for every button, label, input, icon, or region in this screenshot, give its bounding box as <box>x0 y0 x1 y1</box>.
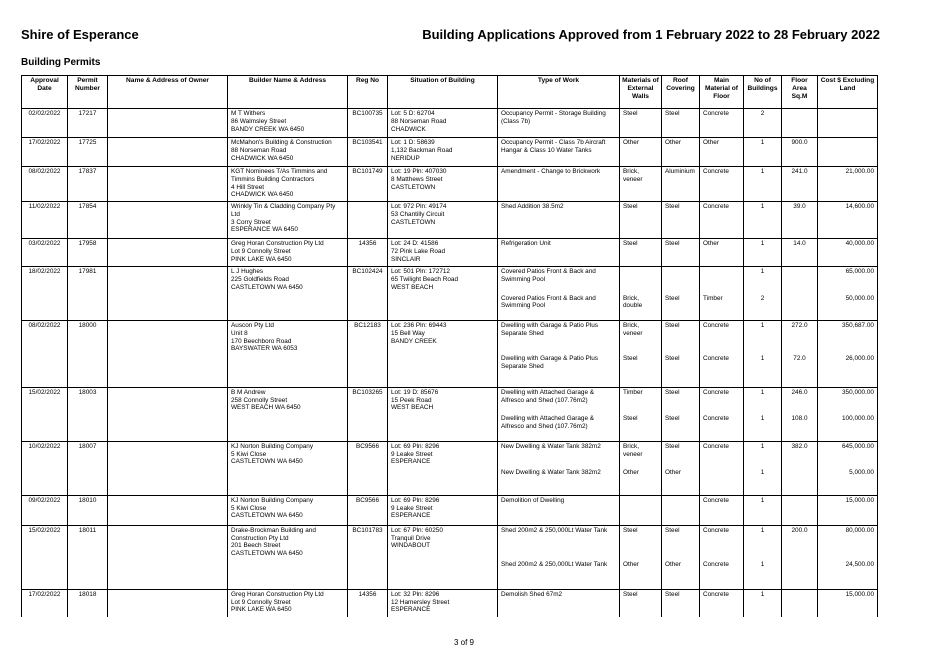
cell-cost <box>818 109 878 138</box>
cell-area: 72.0 <box>782 354 818 387</box>
cell-nb: 1 <box>744 441 782 468</box>
cell-cost: 350,000.00 <box>818 387 878 414</box>
cell-roof: Steel <box>662 294 700 321</box>
cell-nb: 1 <box>744 239 782 267</box>
cell-builder: M T Withers 86 Walmsley Street BANDY CREEK WA 6450 <box>228 109 348 138</box>
cell-reg: BC12183 <box>348 321 388 355</box>
cell-roof: Steel <box>662 239 700 267</box>
cell-area <box>782 109 818 138</box>
cell-date <box>22 414 68 441</box>
cell-nb: 1 <box>744 167 782 202</box>
cell-date <box>22 354 68 387</box>
cell-floor: Concrete <box>700 414 744 441</box>
cell-situation: Lot: 972 Pln: 49174 53 Chantilly Circuit CASTLETOWN <box>388 202 498 239</box>
cell-situation <box>388 468 498 495</box>
cell-roof: Other <box>662 560 700 589</box>
cell-work: Occupancy Permit - Storage Building (Class 7b) <box>498 109 620 138</box>
cell-cost: 26,000.00 <box>818 354 878 387</box>
column-header: Cost $ Excluding Land <box>818 76 878 109</box>
cell-permit: 17854 <box>68 202 108 239</box>
cell-owner <box>108 239 228 267</box>
cell-area: 241.0 <box>782 167 818 202</box>
cell-permit: 17725 <box>68 138 108 167</box>
table-row <box>22 267 878 294</box>
cell-owner <box>108 525 228 560</box>
cell-owner <box>108 294 228 321</box>
cell-owner <box>108 560 228 589</box>
cell-cost: 21,000.00 <box>818 167 878 202</box>
cell-builder: KJ Norton Building Company 5 Kiwi Close CASTLETOWN WA 6450 <box>228 495 348 525</box>
column-header: Reg No <box>348 76 388 109</box>
cell-nb: 1 <box>744 525 782 560</box>
cell-permit: 18007 <box>68 441 108 468</box>
cell-cost: 350,687.00 <box>818 321 878 355</box>
cell-walls: Brick, double <box>620 294 662 321</box>
cell-work: Dwelling with Garage & Patio Plus Separate Shed <box>498 354 620 387</box>
table-row <box>22 414 878 441</box>
cell-nb: 1 <box>744 414 782 441</box>
cell-situation: Lot: 501 Pln: 172712 65 Twilight Beach Road WEST BEACH <box>388 267 498 294</box>
cell-owner <box>108 354 228 387</box>
cell-work: New Dwelling & Water Tank 382m2 <box>498 441 620 468</box>
cell-permit: 17837 <box>68 167 108 202</box>
cell-builder: KJ Norton Building Company 5 Kiwi Close CASTLETOWN WA 6450 <box>228 441 348 468</box>
cell-walls: Steel <box>620 109 662 138</box>
cell-area: 14.0 <box>782 239 818 267</box>
cell-nb: 1 <box>744 354 782 387</box>
cell-reg: BC102424 <box>348 267 388 294</box>
cell-owner <box>108 167 228 202</box>
cell-floor <box>700 468 744 495</box>
cell-reg: BC9566 <box>348 495 388 525</box>
cell-floor: Concrete <box>700 109 744 138</box>
cell-situation: Lot: 69 Pln: 8296 9 Leake Street ESPERANCE <box>388 441 498 468</box>
cell-owner <box>108 109 228 138</box>
cell-area <box>782 589 818 617</box>
cell-date: 08/02/2022 <box>22 167 68 202</box>
column-header: Situation of Building <box>388 76 498 109</box>
cell-floor: Concrete <box>700 387 744 414</box>
cell-situation: Lot: 19 D: 85676 15 Peek Road WEST BEACH <box>388 387 498 414</box>
cell-floor: Concrete <box>700 560 744 589</box>
cell-reg <box>348 294 388 321</box>
table-header-row <box>22 76 878 109</box>
section-title: Building Permits <box>21 57 101 68</box>
cell-area <box>782 294 818 321</box>
cell-builder: Auscon Pty Ltd Unit 8 170 Beechboro Road BAYSWATER WA 6053 <box>228 321 348 355</box>
cell-owner <box>108 387 228 414</box>
cell-permit: 18000 <box>68 321 108 355</box>
table-row <box>22 167 878 202</box>
cell-owner <box>108 441 228 468</box>
column-header: Materials of External Walls <box>620 76 662 109</box>
cell-nb: 1 <box>744 560 782 589</box>
cell-builder <box>228 294 348 321</box>
cell-roof: Steel <box>662 414 700 441</box>
cell-floor: Concrete <box>700 525 744 560</box>
cell-reg: BC100735 <box>348 109 388 138</box>
cell-situation: Lot: 5 D: 62704 88 Norseman Road CHADWICK <box>388 109 498 138</box>
cell-roof: Other <box>662 138 700 167</box>
cell-builder: L J Hughes 225 Goldfields Road CASTLETOWN WA 6450 <box>228 267 348 294</box>
cell-work: Refrigeration Unit <box>498 239 620 267</box>
cell-date: 03/02/2022 <box>22 239 68 267</box>
cell-cost: 24,500.00 <box>818 560 878 589</box>
cell-reg <box>348 468 388 495</box>
cell-permit: 18011 <box>68 525 108 560</box>
column-header: Approval Date <box>22 76 68 109</box>
cell-walls: Steel <box>620 202 662 239</box>
cell-walls: Other <box>620 560 662 589</box>
cell-date <box>22 294 68 321</box>
cell-date: 18/02/2022 <box>22 267 68 294</box>
cell-owner <box>108 495 228 525</box>
table-row <box>22 560 878 589</box>
cell-cost: 15,000.00 <box>818 495 878 525</box>
cell-date: 08/02/2022 <box>22 321 68 355</box>
cell-nb: 1 <box>744 321 782 355</box>
cell-date: 02/02/2022 <box>22 109 68 138</box>
column-header: Builder Name & Address <box>228 76 348 109</box>
cell-builder: McMahon's Building & Construction 88 Norseman Road CHADWICK WA 6450 <box>228 138 348 167</box>
cell-walls: Brick, veneer <box>620 441 662 468</box>
cell-builder: KGT Nominees T/As Timmins and Timmins Building Contractors 4 Hill Street CHADWICK WA 6450 <box>228 167 348 202</box>
cell-nb: 1 <box>744 589 782 617</box>
cell-owner <box>108 589 228 617</box>
cell-floor: Other <box>700 239 744 267</box>
column-header: Floor Area Sq.M <box>782 76 818 109</box>
table-row <box>22 441 878 468</box>
cell-work: Demolish Shed 67m2 <box>498 589 620 617</box>
cell-floor: Concrete <box>700 202 744 239</box>
cell-cost: 100,000.00 <box>818 414 878 441</box>
cell-builder: Greg Horan Construction Pty Ltd Lot 9 Connolly Street PINK LAKE WA 6450 <box>228 589 348 617</box>
cell-situation: Lot: 24 D: 41586 72 Pink Lake Road SINCLAIR <box>388 239 498 267</box>
table-row <box>22 525 878 560</box>
cell-reg <box>348 560 388 589</box>
cell-walls <box>620 495 662 525</box>
cell-work: Occupancy Permit - Class 7b Aircraft Hangar & Class 10 Water Tanks <box>498 138 620 167</box>
cell-roof: Steel <box>662 441 700 468</box>
cell-reg <box>348 202 388 239</box>
cell-floor: Other <box>700 138 744 167</box>
cell-reg: BC103265 <box>348 387 388 414</box>
cell-walls: Brick, veneer <box>620 321 662 355</box>
cell-date: 10/02/2022 <box>22 441 68 468</box>
cell-cost: 40,000.00 <box>818 239 878 267</box>
cell-roof: Steel <box>662 109 700 138</box>
cell-roof <box>662 495 700 525</box>
cell-reg: BC101749 <box>348 167 388 202</box>
cell-floor <box>700 267 744 294</box>
cell-work: Dwelling with Garage & Patio Plus Separate Shed <box>498 321 620 355</box>
cell-cost: 65,000.00 <box>818 267 878 294</box>
cell-situation: Lot: 69 Pln: 8296 9 Leake Street ESPERANCE <box>388 495 498 525</box>
cell-date: 15/02/2022 <box>22 525 68 560</box>
cell-roof: Steel <box>662 387 700 414</box>
cell-situation: Lot: 32 Pln: 8296 12 Hamersley Street ESPERANCE <box>388 589 498 617</box>
cell-permit: 17958 <box>68 239 108 267</box>
cell-work: Covered Patios Front & Back and Swimming Pool <box>498 294 620 321</box>
cell-floor: Concrete <box>700 321 744 355</box>
report-title: Building Applications Approved from 1 February 2022 to 28 February 2022 <box>422 27 880 42</box>
table-row <box>22 109 878 138</box>
page-number: 3 of 9 <box>453 638 474 647</box>
cell-roof: Other <box>662 468 700 495</box>
permits-table <box>21 75 878 617</box>
cell-situation: Lot: 236 Pln: 69443 15 Bell Way BANDY CREEK <box>388 321 498 355</box>
cell-roof: Steel <box>662 321 700 355</box>
cell-area <box>782 495 818 525</box>
cell-cost: 50,000.00 <box>818 294 878 321</box>
cell-builder: Drake-Brockman Building and Construction Pty Ltd 201 Beech Street CASTLETOWN WA 6450 <box>228 525 348 560</box>
cell-permit: 18003 <box>68 387 108 414</box>
cell-walls: Steel <box>620 414 662 441</box>
table-row <box>22 138 878 167</box>
cell-situation: Lot: 1 D: 58639 1,132 Backman Road NERIDUP <box>388 138 498 167</box>
cell-permit <box>68 294 108 321</box>
cell-area: 108.0 <box>782 414 818 441</box>
cell-work: New Dwelling & Water Tank 382m2 <box>498 468 620 495</box>
cell-nb: 1 <box>744 202 782 239</box>
cell-reg: BC9566 <box>348 441 388 468</box>
cell-roof: Aluminium <box>662 167 700 202</box>
table-row <box>22 589 878 617</box>
cell-walls: Steel <box>620 589 662 617</box>
table-row <box>22 387 878 414</box>
cell-floor: Concrete <box>700 441 744 468</box>
cell-work: Shed Addition 38.5m2 <box>498 202 620 239</box>
cell-reg: 14356 <box>348 239 388 267</box>
cell-situation <box>388 560 498 589</box>
cell-area: 900.0 <box>782 138 818 167</box>
cell-permit <box>68 354 108 387</box>
cell-work: Amendment - Change to Brickwork <box>498 167 620 202</box>
column-header: Type of Work <box>498 76 620 109</box>
table-row <box>22 239 878 267</box>
cell-area: 272.0 <box>782 321 818 355</box>
org-name: Shire of Esperance <box>21 27 139 42</box>
cell-work: Dwelling with Attached Garage & Alfresco and Shed (107.76m2) <box>498 414 620 441</box>
cell-nb: 1 <box>744 495 782 525</box>
cell-area <box>782 560 818 589</box>
table-body <box>22 109 878 618</box>
table-row <box>22 468 878 495</box>
cell-reg: BC103541 <box>348 138 388 167</box>
cell-builder: Wrinkly Tin & Cladding Company Pty Ltd 3 Corry Street ESPERANCE WA 6450 <box>228 202 348 239</box>
cell-area: 39.0 <box>782 202 818 239</box>
cell-cost: 80,000.00 <box>818 525 878 560</box>
cell-floor: Concrete <box>700 495 744 525</box>
cell-permit: 17217 <box>68 109 108 138</box>
cell-permit: 18010 <box>68 495 108 525</box>
cell-walls: Other <box>620 468 662 495</box>
cell-floor: Concrete <box>700 167 744 202</box>
table-row <box>22 294 878 321</box>
table-row <box>22 321 878 355</box>
cell-permit: 18018 <box>68 589 108 617</box>
cell-roof: Steel <box>662 589 700 617</box>
cell-floor: Concrete <box>700 354 744 387</box>
table-row <box>22 495 878 525</box>
cell-area <box>782 267 818 294</box>
cell-builder <box>228 414 348 441</box>
cell-walls: Timber <box>620 387 662 414</box>
column-header: No of Buildings <box>744 76 782 109</box>
cell-reg: 14356 <box>348 589 388 617</box>
cell-work: Demolition of Dwelling <box>498 495 620 525</box>
cell-nb: 1 <box>744 267 782 294</box>
cell-permit <box>68 468 108 495</box>
cell-date: 11/02/2022 <box>22 202 68 239</box>
cell-situation <box>388 414 498 441</box>
cell-area <box>782 468 818 495</box>
cell-walls: Other <box>620 138 662 167</box>
cell-owner <box>108 267 228 294</box>
cell-reg <box>348 354 388 387</box>
cell-date: 17/02/2022 <box>22 589 68 617</box>
cell-date <box>22 560 68 589</box>
cell-area: 200.0 <box>782 525 818 560</box>
cell-owner <box>108 321 228 355</box>
cell-cost: 15,000.00 <box>818 589 878 617</box>
cell-nb: 1 <box>744 387 782 414</box>
cell-nb: 2 <box>744 294 782 321</box>
cell-floor: Timber <box>700 294 744 321</box>
cell-roof: Steel <box>662 354 700 387</box>
cell-date: 15/02/2022 <box>22 387 68 414</box>
cell-date <box>22 468 68 495</box>
cell-reg: BC101783 <box>348 525 388 560</box>
cell-walls <box>620 267 662 294</box>
cell-area: 382.0 <box>782 441 818 468</box>
cell-walls: Steel <box>620 354 662 387</box>
cell-reg <box>348 414 388 441</box>
cell-roof <box>662 267 700 294</box>
cell-walls: Steel <box>620 525 662 560</box>
cell-area: 246.0 <box>782 387 818 414</box>
cell-work: Shed 200m2 & 250,000Lt Water Tank <box>498 560 620 589</box>
cell-walls: Steel <box>620 239 662 267</box>
cell-owner <box>108 414 228 441</box>
cell-builder <box>228 354 348 387</box>
cell-builder: B M Andrew 258 Connolly Street WEST BEACH WA 6450 <box>228 387 348 414</box>
column-header: Permit Number <box>68 76 108 109</box>
cell-builder <box>228 560 348 589</box>
cell-situation: Lot: 19 Pln: 407030 8 Matthews Street CASTLETOWN <box>388 167 498 202</box>
column-header: Main Material of Floor <box>700 76 744 109</box>
cell-situation: Lot: 67 Pln: 60250 Tranquil Drive WINDABOUT <box>388 525 498 560</box>
cell-roof: Steel <box>662 525 700 560</box>
cell-owner <box>108 468 228 495</box>
cell-cost: 645,000.00 <box>818 441 878 468</box>
cell-builder <box>228 468 348 495</box>
cell-permit: 17981 <box>68 267 108 294</box>
cell-date: 17/02/2022 <box>22 138 68 167</box>
column-header: Roof Covering <box>662 76 700 109</box>
cell-work: Covered Patios Front & Back and Swimming Pool <box>498 267 620 294</box>
cell-walls: Brick, veneer <box>620 167 662 202</box>
cell-floor: Concrete <box>700 589 744 617</box>
cell-cost: 5,000.00 <box>818 468 878 495</box>
cell-nb: 1 <box>744 468 782 495</box>
cell-roof: Steel <box>662 202 700 239</box>
cell-work: Shed 200m2 & 250,000Lt Water Tank <box>498 525 620 560</box>
column-header: Name & Address of Owner <box>108 76 228 109</box>
cell-situation <box>388 294 498 321</box>
cell-cost <box>818 138 878 167</box>
cell-cost: 14,600.00 <box>818 202 878 239</box>
cell-permit <box>68 560 108 589</box>
cell-date: 09/02/2022 <box>22 495 68 525</box>
table-row <box>22 202 878 239</box>
cell-permit <box>68 414 108 441</box>
table-row <box>22 354 878 387</box>
cell-builder: Greg Horan Construction Pty Ltd Lot 9 Connolly Street PINK LAKE WA 6450 <box>228 239 348 267</box>
cell-nb: 2 <box>744 109 782 138</box>
cell-owner <box>108 202 228 239</box>
cell-work: Dwelling with Attached Garage & Alfresco and Shed (107.76m2) <box>498 387 620 414</box>
cell-nb: 1 <box>744 138 782 167</box>
cell-situation <box>388 354 498 387</box>
cell-owner <box>108 138 228 167</box>
